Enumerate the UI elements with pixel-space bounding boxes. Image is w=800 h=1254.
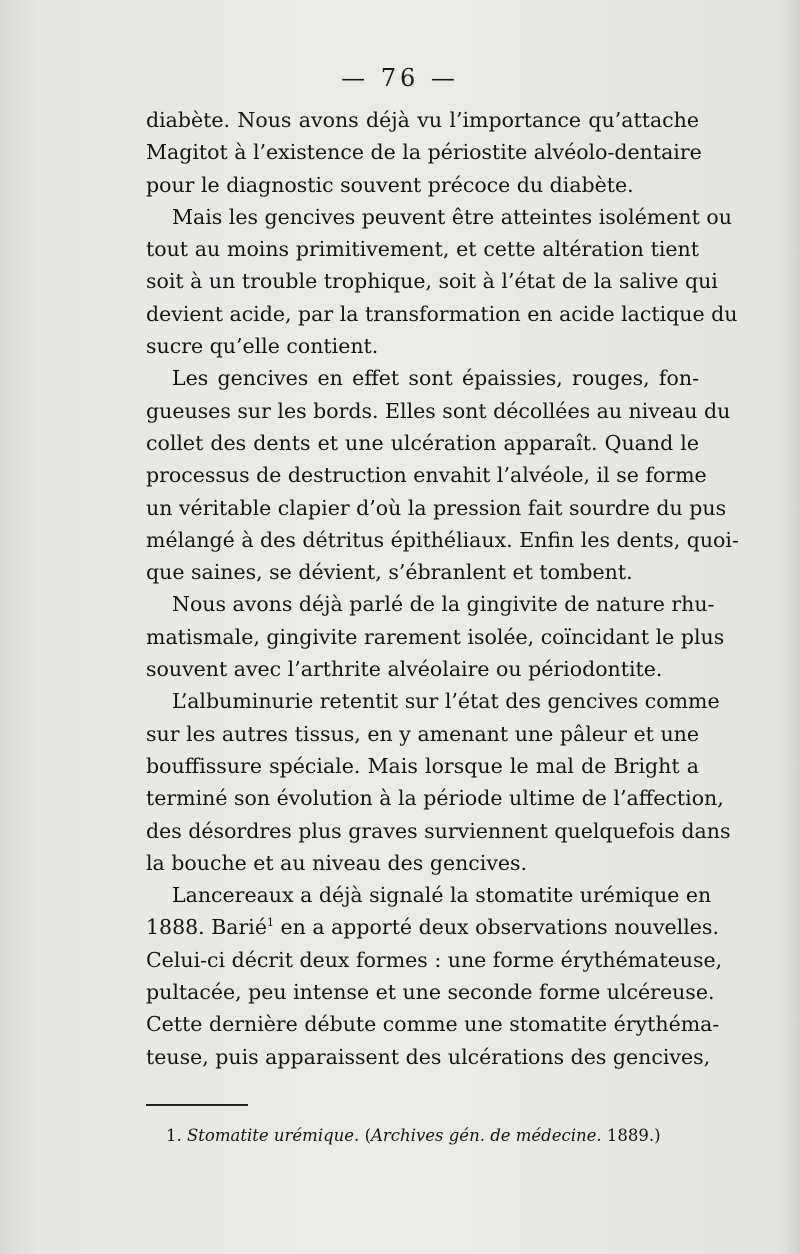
footnote-year: 1889.)	[606, 1126, 661, 1145]
text-line: Mais les gencives peuvent être atteintes isolément ou	[172, 204, 732, 229]
text-line: tout au moins primitivement, et cette altération tient	[146, 237, 699, 262]
text-segment: 1888. Barié	[146, 915, 267, 940]
text-line: sucre qu’elle contient.	[146, 334, 379, 359]
text-line: diabète. Nous avons déjà vu l’importance qu’attache	[146, 108, 699, 132]
footnote-title: Stomatite urémique.	[187, 1126, 360, 1145]
paragraph	[146, 685, 731, 879]
text-line: Celui-ci décrit deux formes : une forme érythémateuse,	[146, 947, 723, 972]
text-line: mélangé à des détritus épithéliaux. Enfin les dents, quoi-	[146, 527, 739, 552]
footnote-number: 1.	[166, 1126, 182, 1145]
text-line: terminé son évolution à la période ultime de l’affection,	[146, 786, 724, 811]
text-line: devient acide, par la transformation en acide lactique du	[146, 301, 738, 326]
paragraph	[146, 588, 725, 685]
body-text	[146, 104, 739, 1073]
text-line: Magitot à l’existence de la périostite alvéolo-dentaire	[146, 140, 702, 165]
text-line: pultacée, peu intense et une seconde forme ulcéreuse.	[146, 980, 715, 1005]
footnote-paren: (	[364, 1126, 371, 1145]
footnote	[166, 1124, 706, 1148]
text-segment: en a apporté deux observations nouvelles.	[273, 915, 719, 940]
text-line-with-footnote	[146, 911, 719, 943]
text-line: teuse, puis apparaissent des ulcérations des gencives,	[146, 1044, 711, 1069]
footnote-divider	[146, 1104, 248, 1106]
text-line: souvent avec l’arthrite alvéolaire ou périodontite.	[146, 657, 663, 682]
paragraph	[146, 201, 738, 362]
text-line: un véritable clapier d’où la pression fait sourdre du pus	[146, 495, 727, 520]
text-line: bouffissure spéciale. Mais lorsque le mal de Bright a	[146, 753, 699, 778]
paragraph	[146, 879, 723, 1073]
text-line: Cette dernière débute comme une stomatite érythéma-	[146, 1012, 720, 1037]
text-line: Lancereaux a déjà signalé la stomatite urémique en	[172, 883, 712, 908]
text-line: des désordres plus graves surviennent quelquefois dans	[146, 818, 731, 843]
text-line: processus de destruction envahit l’alvéole, il se forme	[146, 463, 707, 488]
text-line: Nous avons déjà parlé de la gingivite de nature rhu-	[172, 592, 715, 617]
text-line: soit à un trouble trophique, soit à l’état de la salive qui	[146, 269, 718, 294]
text-line: sur les autres tissus, en y amenant une pâleur et une	[146, 721, 699, 746]
text-line: matismale, gingivite rarement isolée, coïncidant le plus	[146, 624, 725, 649]
page-number: — 76 —	[341, 64, 459, 92]
text-line: collet des dents et une ulcération apparaît. Quand le	[146, 430, 699, 455]
text-line: Les gencives en effet sont épaissies, rouges, fon-	[172, 366, 699, 391]
paragraph	[146, 104, 702, 201]
text-line: L’albuminurie retentit sur l’état des gencives comme	[172, 689, 720, 714]
text-line: pour le diagnostic souvent précoce du diabète.	[146, 172, 634, 197]
footnote-source: Archives gén. de médecine.	[371, 1126, 602, 1145]
text-line: que saines, se dévient, s’ébranlent et tombent.	[146, 560, 633, 585]
text-line: gueuses sur les bords. Elles sont décollées au niveau du	[146, 398, 731, 423]
text-line: la bouche et au niveau des gencives.	[146, 850, 528, 875]
paragraph	[146, 362, 739, 588]
footnote-reference[interactable]: 1	[266, 916, 274, 930]
